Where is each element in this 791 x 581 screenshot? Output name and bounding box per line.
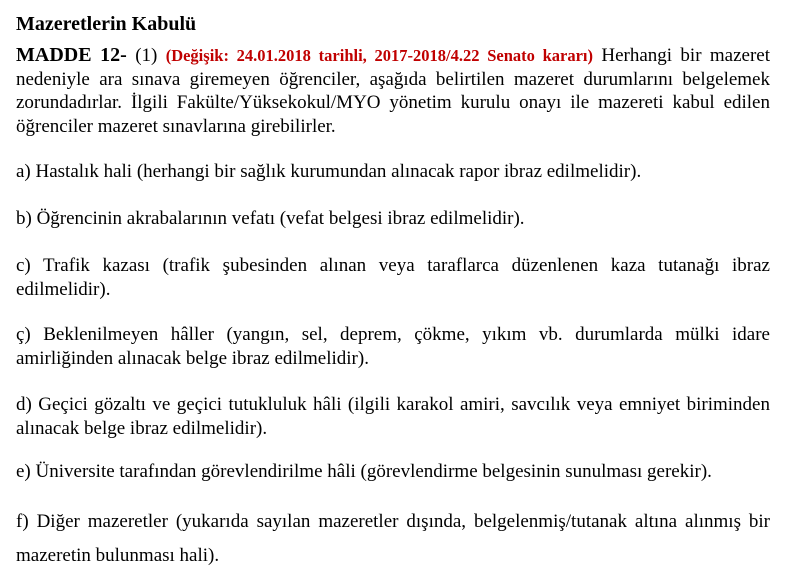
article-text: Herhangi bir mazeret nedeniyle ara sınava giremeyen öğrenciler, aşağıda belirtilen mazeret durumlarını belgelemek zorundadırlar. İlgili Fakülte/Yüksekokul/MYO yönetim kurulu onayı ile mazereti kabul edilen öğrenciler mazeret sınavlarına girebilirler. (16, 45, 771, 137)
list-item-a: a) Hastalık hali (herhangi bir sağlık kurumundan alınacak rapor ibraz edilmelidir). (16, 161, 642, 182)
list-item-c-cedilla: ç) Beklenilmeyen hâller (yangın, sel, deprem, çökme, yıkım vb. durumlarda mülki idare amirliğinden alınacak belge ibraz edilmelidir). (16, 324, 770, 369)
document-body (16, 10, 770, 138)
article-paragraph (16, 44, 770, 138)
section-heading: Mazeretlerin Kabulü (16, 13, 197, 35)
amendment-note: (Değişik: 24.01.2018 tarihli, 2017-2018/4.22 Senato kararı) (165, 46, 594, 65)
list-item-b: b) Öğrencinin akrabalarının vefatı (vefat belgesi ibraz edilmelidir). (16, 208, 525, 229)
article-label: MADDE 12- (16, 44, 127, 66)
list-item-d: d) Geçici gözaltı ve geçici tutukluluk hâli (ilgili karakol amiri, savcılık veya emniyet biriminden alınacak belge ibraz edilmelidir). (16, 394, 770, 439)
list-item-c: c) Trafik kazası (trafik şubesinden alınan veya taraflarca düzenlenen kaza tutanağı ibraz edilmelidir). (16, 255, 770, 300)
article-number: (1) (135, 45, 158, 66)
list-item-e: e) Üniversite tarafından görevlendirilme hâli (görevlendirme belgesinin sunulması gerekir). (16, 461, 712, 482)
list-item-f: f) Diğer mazeretler (yukarıda sayılan mazeretler dışında, belgelenmiş/tutanak altına alınmış bir mazeretin bulunması hali). (16, 511, 770, 566)
